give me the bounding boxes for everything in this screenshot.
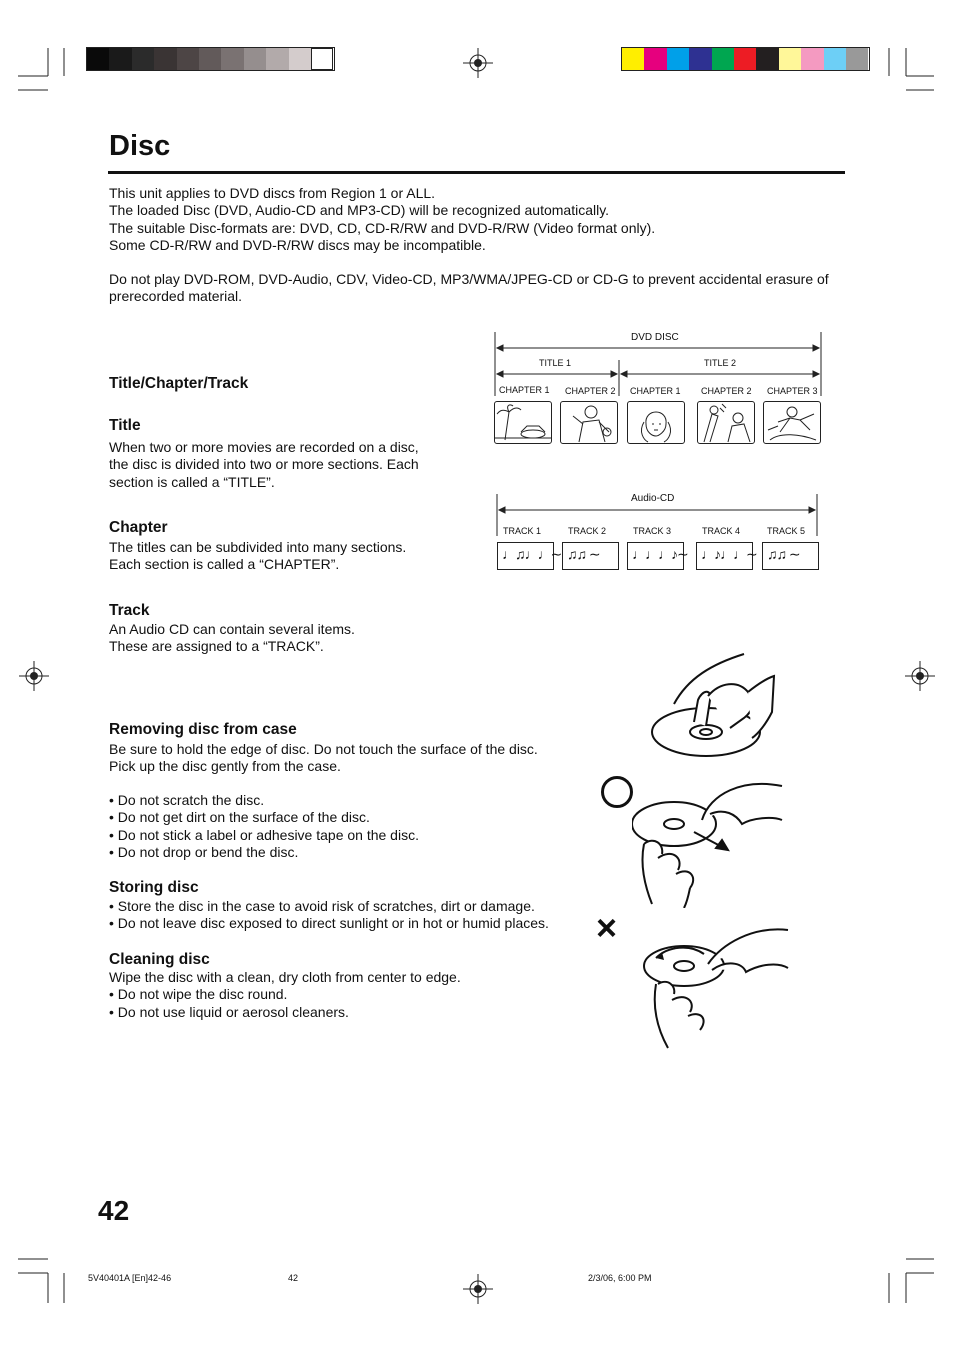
cd-track-label: TRACK 3 (633, 526, 672, 536)
title-rule (108, 171, 845, 174)
page-title: Disc (109, 130, 171, 162)
color-swatch (779, 48, 801, 70)
color-swatch (109, 48, 131, 70)
title-body: When two or more movies are recorded on a disc, the disc is divided into two or more sections. Each section is called a “TITLE”. (109, 439, 419, 490)
footer-date: 2/3/06, 6:00 PM (588, 1273, 652, 1283)
color-swatch (622, 48, 644, 70)
music-notes-icon: ♩♫♩♩∼ (497, 542, 554, 570)
footer-page: 42 (288, 1273, 299, 1283)
color-swatch (87, 48, 109, 70)
dvd-chapter-label: CHAPTER 1 (630, 386, 681, 396)
registration-target-icon (19, 661, 49, 691)
cleaning-body: Wipe the disc with a clean, dry cloth from center to edge. • Do not wipe the disc round. • Do not use liquid or aerosol cleaners. (109, 969, 461, 1020)
storing-heading: Storing disc (109, 879, 199, 896)
color-swatch (199, 48, 221, 70)
removing-bullets: • Do not scratch the disc. • Do not get dirt on the surface of the disc. • Do not stick a label or adhesive tape on the disc. • Do not drop or bend the disc. (109, 792, 419, 861)
music-notes-icon: ♫♫ ∼ (762, 542, 819, 570)
disc-holding-illustration (632, 774, 788, 908)
color-swatch (154, 48, 176, 70)
dvd-title-label: TITLE 2 (704, 358, 737, 368)
color-swatch (756, 48, 778, 70)
title-heading: Title (109, 417, 141, 434)
chapter-body: The titles can be subdivided into many sections. Each section is called a “CHAPTER”. (109, 539, 407, 573)
color-calibration-bar (621, 47, 870, 71)
music-notes-icon: ♩♩♩♪∼ (627, 542, 684, 570)
chapter-scene-thumbnail (560, 401, 618, 444)
color-swatch (712, 48, 734, 70)
chapter-scene-thumbnail (494, 401, 552, 444)
color-swatch (667, 48, 689, 70)
dvd-disc-label: DVD DISC (631, 332, 679, 343)
gray-calibration-bar (86, 47, 335, 71)
footer-doc-id: 5V40401A [En]42-46 (88, 1273, 172, 1283)
removing-heading: Removing disc from case (109, 721, 297, 738)
registration-target-icon (905, 661, 935, 691)
dvd-chapter-label: CHAPTER 2 (565, 386, 616, 396)
intro-text: This unit applies to DVD discs from Region 1 or ALL. The loaded Disc (DVD, Audio-CD and MP3-CD) will be recognized automatically. The suitable Disc-formats are: DVD, CD, CD-R/RW and DVD-R/RW (Video format only). Some CD-R/RW and DVD-R/RW discs may be incompatible. (109, 185, 656, 254)
color-swatch (644, 48, 666, 70)
color-swatch (289, 48, 311, 70)
color-swatch (177, 48, 199, 70)
track-body: An Audio CD can contain several items. These are assigned to a “TRACK”. (109, 621, 355, 655)
color-swatch (824, 48, 846, 70)
color-swatch (244, 48, 266, 70)
color-swatch (846, 48, 868, 70)
cleaning-heading: Cleaning disc (109, 951, 210, 968)
removing-body: Be sure to hold the edge of disc. Do not touch the surface of the disc. Pick up the disc gently from the case. (109, 741, 538, 775)
cd-track-label: TRACK 5 (767, 526, 806, 536)
tct-heading: Title/Chapter/Track (109, 375, 249, 392)
incorrect-handling-icon: × (596, 907, 618, 948)
chapter-heading: Chapter (109, 519, 168, 536)
registration-target-icon (463, 48, 493, 78)
dvd-title-label: TITLE 1 (539, 358, 572, 368)
color-swatch (311, 48, 333, 70)
color-swatch (689, 48, 711, 70)
page-number: 42 (98, 1195, 130, 1226)
disc-wiping-illustration (642, 924, 792, 1050)
color-swatch (801, 48, 823, 70)
cd-track-label: TRACK 1 (503, 526, 542, 536)
dvd-chapter-label: CHAPTER 1 (499, 385, 550, 395)
correct-handling-icon (601, 776, 633, 808)
music-notes-icon: ♫♫ ∼ (562, 542, 619, 570)
music-notes-icon: ♩♪♩♩∼ (696, 542, 753, 570)
color-swatch (132, 48, 154, 70)
color-swatch (266, 48, 288, 70)
disc-removal-illustration (648, 652, 788, 760)
color-swatch (734, 48, 756, 70)
chapter-scene-thumbnail (763, 401, 821, 444)
storing-bullets: • Store the disc in the case to avoid risk of scratches, dirt or damage. • Do not leave disc exposed to direct sunlight or in hot or humid places. (109, 898, 549, 932)
dvd-chapter-label: CHAPTER 3 (767, 386, 818, 396)
chapter-scene-thumbnail (627, 401, 685, 444)
chapter-scene-thumbnail (697, 401, 755, 444)
color-swatch (221, 48, 243, 70)
registration-target-icon (463, 1274, 493, 1304)
dvd-chapter-label: CHAPTER 2 (701, 386, 752, 396)
track-heading: Track (109, 602, 150, 619)
warning-text: Do not play DVD-ROM, DVD-Audio, CDV, Video-CD, MP3/WMA/JPEG-CD or CD-G to prevent accidental erasure of prerecorded material. (109, 271, 829, 305)
audio-cd-label: Audio-CD (631, 493, 675, 504)
cd-track-label: TRACK 4 (702, 526, 741, 536)
cd-track-label: TRACK 2 (568, 526, 607, 536)
